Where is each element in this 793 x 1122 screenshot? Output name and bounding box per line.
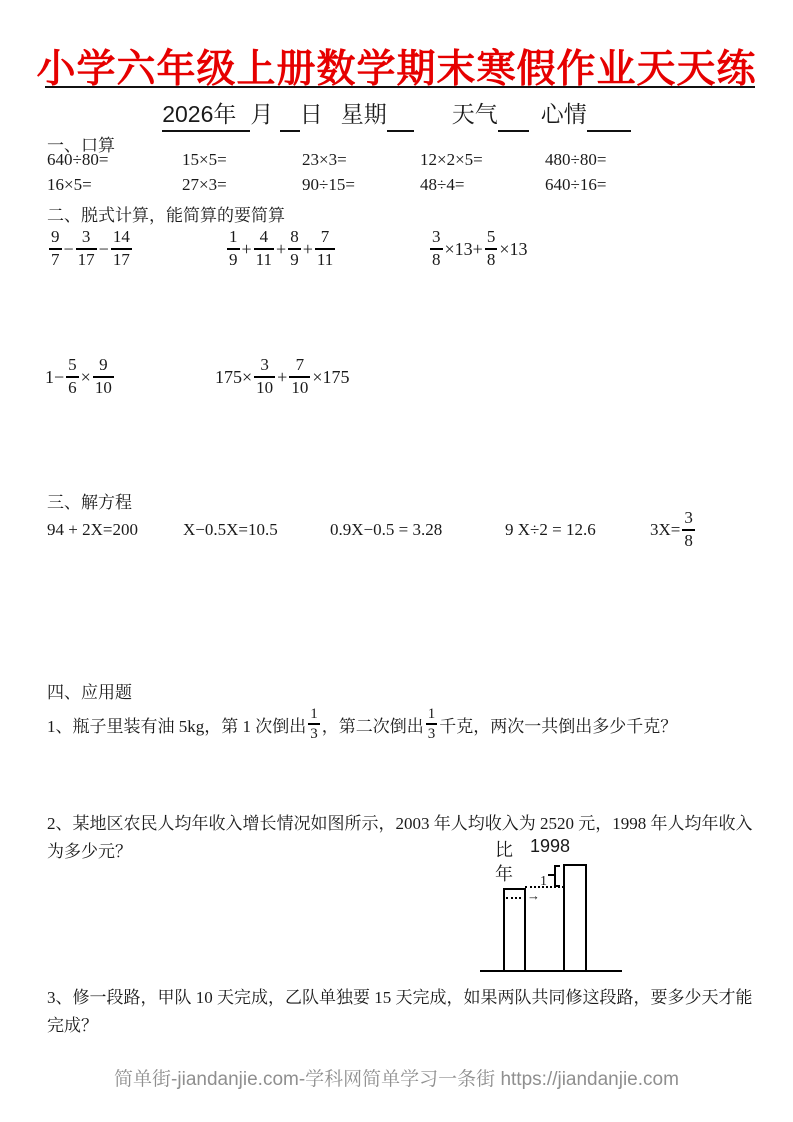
oral-problem: 48÷4= xyxy=(420,175,465,194)
equation-2 xyxy=(183,506,278,554)
stepcalc-expression-1 xyxy=(47,224,134,274)
date-day-blank xyxy=(280,106,300,132)
section3-heading: 三、解方程 xyxy=(47,493,132,512)
bar-left-1998 xyxy=(503,888,526,972)
math-text: 175× xyxy=(215,366,253,387)
math-text: X−0.5X=10.5 xyxy=(183,520,278,539)
word-problem-2: 2、某地区农民人均年收入增长情况如图所示，2003 年人均收入为 2520 元，1998 年人均年收入为多少元？ xyxy=(47,814,753,861)
figure-inner-dashes xyxy=(506,897,521,899)
date-weather-label: 天气 xyxy=(451,101,498,127)
oral-problem: 16×5= xyxy=(47,175,92,194)
word-problem-3: 3、修一段路，甲队 10 天完成，乙队单独要 15 天完成，如果两队共同修这段路，要多少天才能完成？ xyxy=(47,988,753,1035)
section2-heading: 二、脱式计算，能简算的要简算 xyxy=(47,206,285,225)
equation-4 xyxy=(505,506,596,554)
oral-problem: 15×5= xyxy=(182,150,227,169)
math-text: + xyxy=(241,238,252,259)
section4-heading: 四、应用题 xyxy=(47,683,132,702)
figure-label-bi: 比 xyxy=(495,840,513,860)
figure-brace-tick xyxy=(548,874,555,876)
date-mood-blank xyxy=(587,106,631,132)
math-text: 1、瓶子里装有油 5kg，第 1 次倒出 xyxy=(47,716,307,736)
math-text: ，第二次倒出 xyxy=(321,716,424,736)
fraction: $\frac{7}{11}$ xyxy=(316,227,334,269)
math-text: + xyxy=(277,366,288,387)
stepcalc-expression-5 xyxy=(215,352,349,402)
bar-right-2003 xyxy=(563,864,587,972)
fraction: $\frac{1}{3}$ xyxy=(310,705,318,742)
oral-problem: 480÷80= xyxy=(545,150,607,169)
math-text: 9 X÷2 = 12.6 xyxy=(505,520,596,539)
math-text: − xyxy=(98,238,109,259)
date-mood-label: 心情 xyxy=(540,101,587,127)
oral-calculation-grid xyxy=(47,150,757,195)
oral-problem: 640÷80= xyxy=(47,150,109,169)
fraction: $\frac{3}{17}$ xyxy=(77,227,95,269)
date-weather-blank xyxy=(498,106,529,132)
fraction: $\frac{4}{11}$ xyxy=(255,227,273,269)
figure-label-nian: 年 xyxy=(495,864,513,884)
section1-heading: 一、口算 xyxy=(47,136,115,155)
math-text: ×13 xyxy=(499,238,528,259)
oral-problem: 12×2×5= xyxy=(420,150,483,169)
math-text: + xyxy=(276,238,287,259)
title-divider xyxy=(45,86,755,88)
figure-increase-brace xyxy=(554,865,560,887)
date-year-blank xyxy=(236,106,250,132)
footer-watermark: 简单街-jiandanjie.com-学科网简单学习一条街 https://jiandanjie.com xyxy=(114,1069,679,1090)
figure-dash-label: 1 xyxy=(540,874,547,889)
fraction: $\frac{14}{17}$ xyxy=(112,227,130,269)
income-bar-figure xyxy=(468,836,638,981)
stepcalc-expression-3 xyxy=(428,224,527,274)
date-month-label: 月 xyxy=(250,101,274,127)
date-line xyxy=(0,96,793,132)
math-text: ×175 xyxy=(312,366,350,387)
math-text: × xyxy=(80,366,91,387)
oral-problem: 640÷16= xyxy=(545,175,607,194)
arrow-right-icon: → xyxy=(527,888,540,903)
fraction: $\frac{1}{3}$ xyxy=(427,705,436,742)
date-week-label: 星期 xyxy=(340,101,387,127)
date-week-blank xyxy=(387,106,414,132)
equation-3 xyxy=(330,506,442,554)
stepcalc-expression-2 xyxy=(225,224,337,274)
fraction: $\frac{7}{10}$ xyxy=(291,355,309,397)
figure-baseline xyxy=(480,970,622,972)
fraction: $\frac{3}{8}$ xyxy=(432,227,441,269)
fraction: $\frac{9}{10}$ xyxy=(94,355,112,397)
fraction: $\frac{5}{8}$ xyxy=(486,227,496,269)
fraction: $\frac{1}{9}$ xyxy=(229,227,238,269)
math-text: + xyxy=(302,238,313,259)
math-text: 3X= xyxy=(650,520,681,539)
word-problem-1 xyxy=(47,700,677,748)
date-day-label: 日 xyxy=(299,101,323,127)
oral-problem: 27×3= xyxy=(182,175,227,194)
date-year: 2026年 xyxy=(162,96,236,132)
fraction: $\frac{8}{9}$ xyxy=(290,227,299,269)
page-title: 小学六年级上册数学期末寒假作业天天练 xyxy=(36,48,757,91)
fraction: $\frac{9}{7}$ xyxy=(51,227,60,269)
math-text: ×13+ xyxy=(444,238,483,259)
fraction: $\frac{3}{8}$ xyxy=(684,508,693,550)
math-text: 1− xyxy=(45,366,65,387)
math-text: 94 + 2X=200 xyxy=(47,520,138,539)
fraction: $\frac{5}{6}$ xyxy=(68,355,77,397)
equation-5 xyxy=(650,506,697,554)
math-text: 0.9X−0.5 = 3.28 xyxy=(330,520,443,539)
math-text: 千克，两次一共倒出多少千克？ xyxy=(439,716,678,736)
oral-problem: 23×3= xyxy=(302,150,347,169)
stepcalc-expression-4 xyxy=(45,352,116,402)
math-text: − xyxy=(63,238,74,259)
fraction: $\frac{3}{10}$ xyxy=(256,355,274,397)
equation-1 xyxy=(47,506,138,554)
figure-label-1998: 1998 xyxy=(530,836,571,856)
oral-problem: 90÷15= xyxy=(302,175,355,194)
